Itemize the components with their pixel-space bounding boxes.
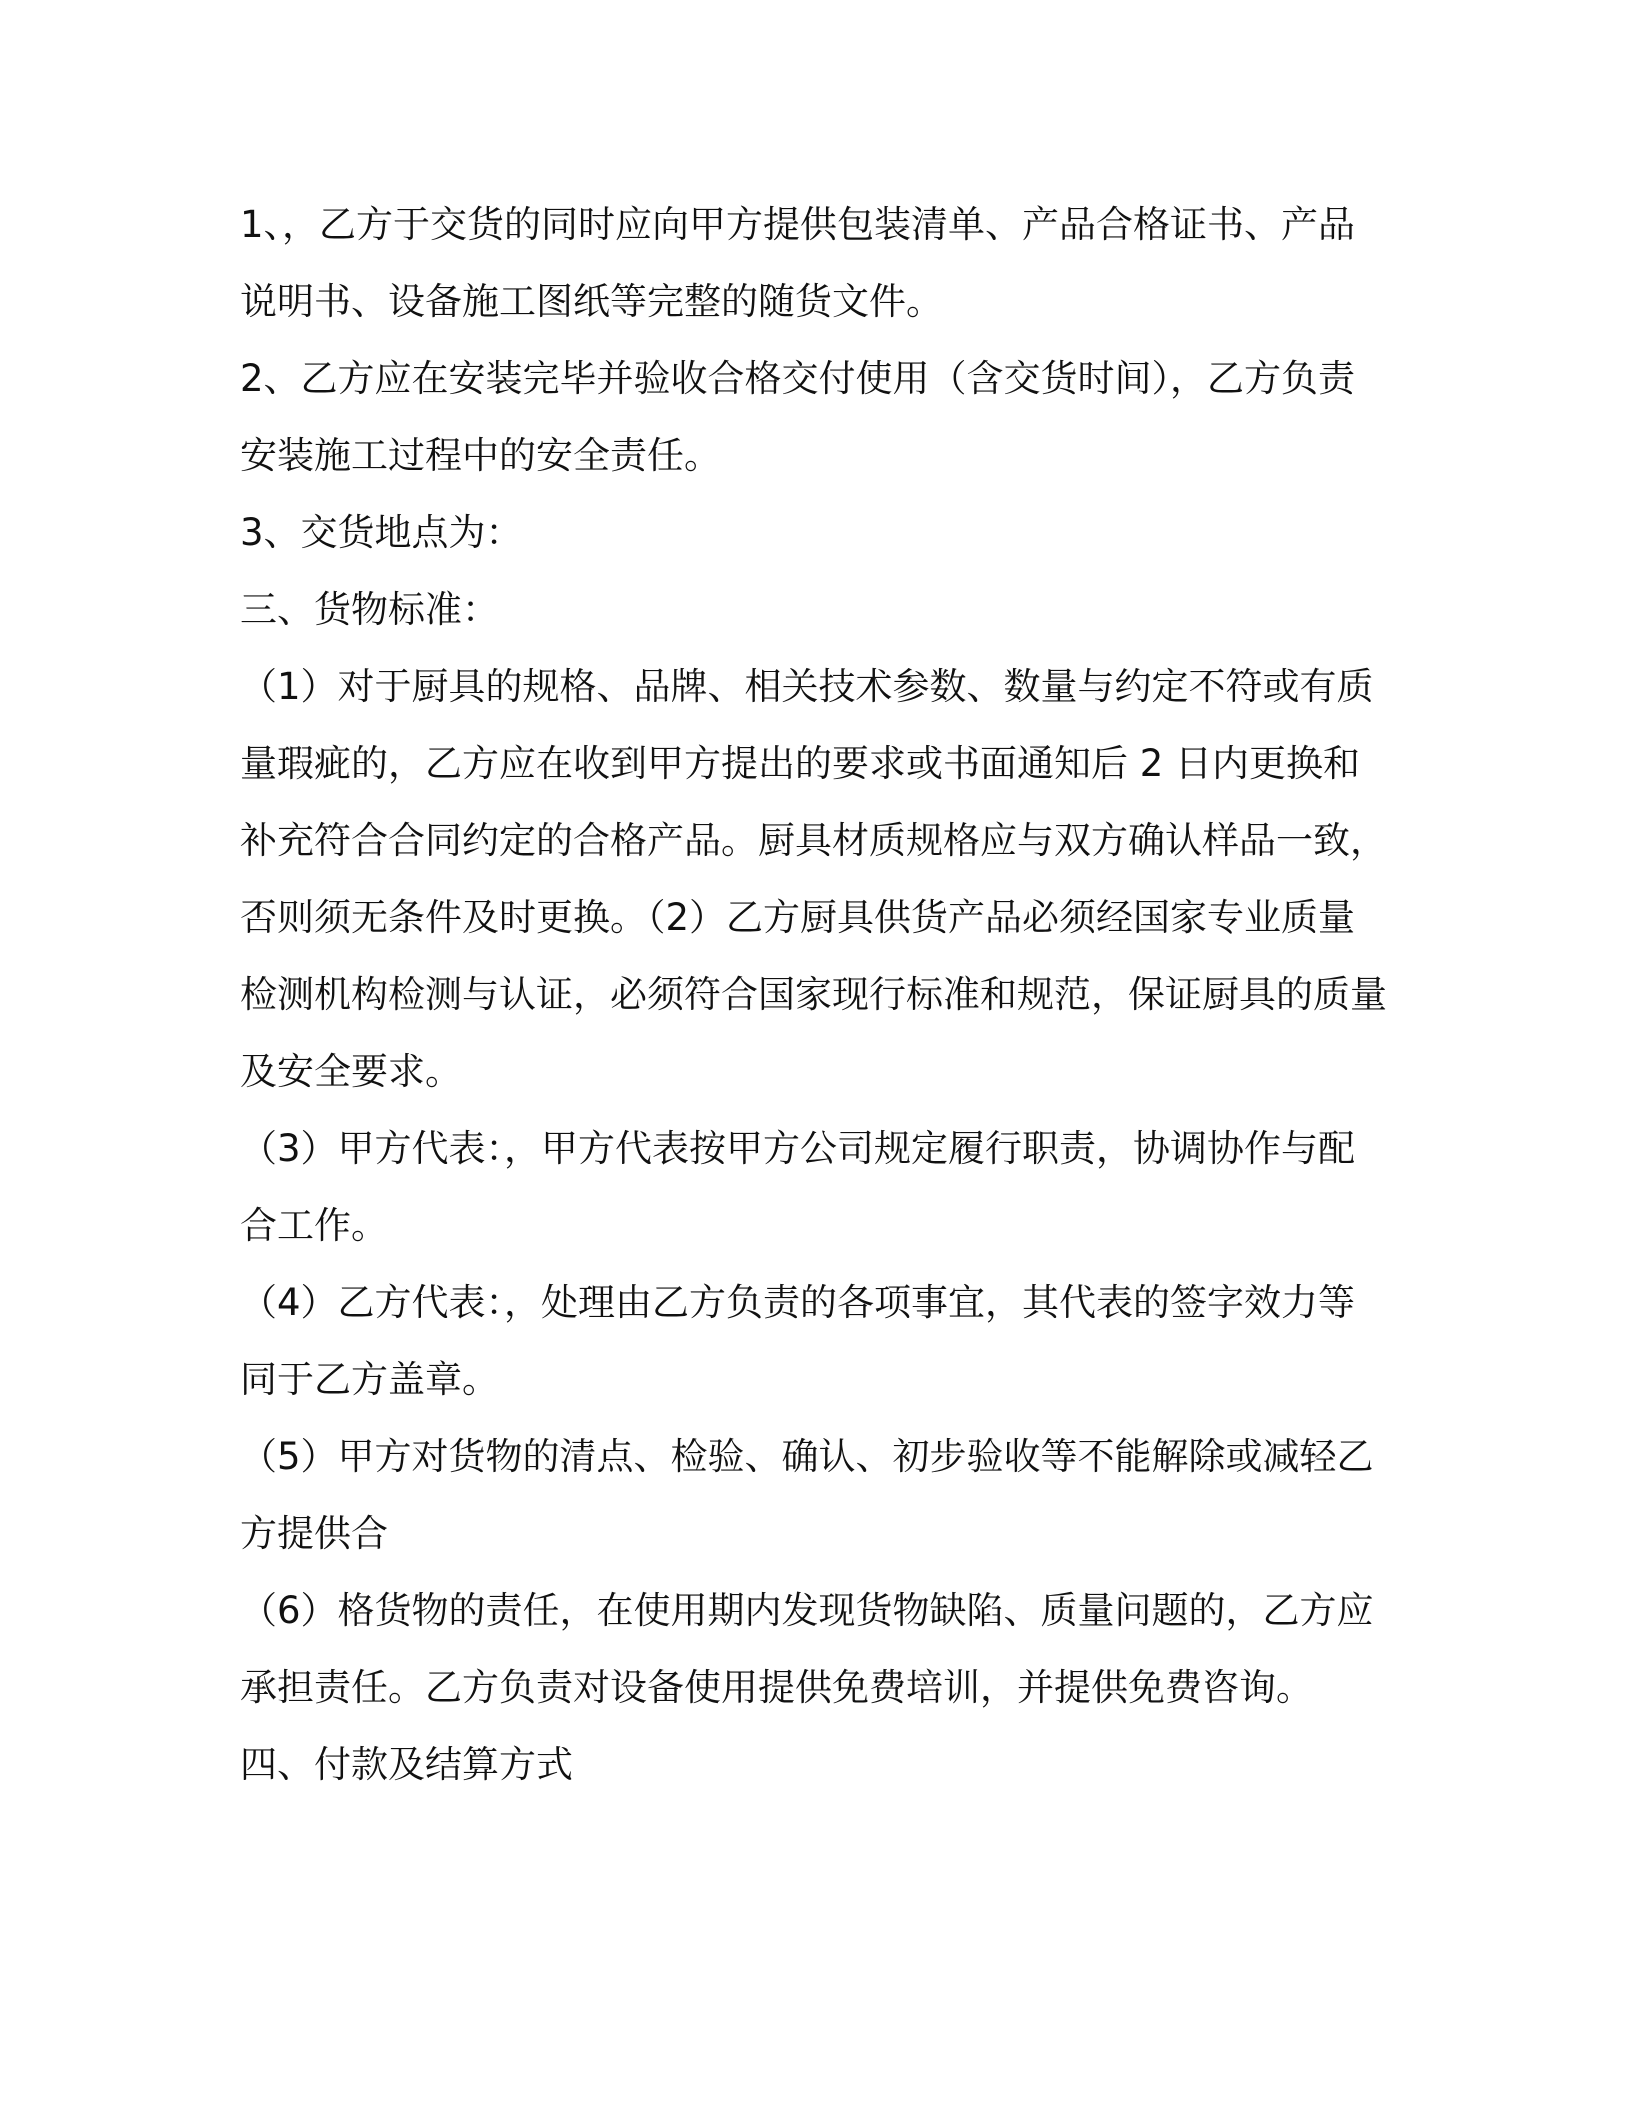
paragraph-delivery-documents: 1、，乙方于交货的同时应向甲方提供包装清单、产品合格证书、产品说明书、设备施工图纸等完整的随货文件。	[240, 203, 1356, 323]
paragraph-defect-responsibility: （6）格货物的责任，在使用期内发现货物缺陷、质量问题的，乙方应承担责任。乙方负责对设备使用提供免费培训，并提供免费咨询。	[240, 1589, 1374, 1709]
paragraph-party-a-representative: （3）甲方代表：，甲方代表按甲方公司规定履行职责，协调协作与配合工作。	[240, 1127, 1356, 1247]
paragraph-delivery-location: 3、交货地点为：	[240, 511, 523, 554]
paragraph-party-b-representative: （4）乙方代表：，处理由乙方负责的各项事宜，其代表的签字效力等同于乙方盖章。	[240, 1281, 1356, 1401]
section-heading-goods-standard: 三、货物标准：	[240, 588, 499, 631]
document-body	[240, 186, 1390, 1803]
paragraph-inspection-liability: （5）甲方对货物的清点、检验、确认、初步验收等不能解除或减轻乙方提供合	[240, 1435, 1374, 1555]
paragraph-quality-requirements: （1）对于厨具的规格、品牌、相关技术参数、数量与约定不符或有质量瑕疵的，乙方应在收到甲方提出的要求或书面通知后 2 日内更换和补充符合合同约定的合格产品。厨具材质规格应与双方确认样品一致，否则须无条件及时更换。（2）乙方厨具供货产品必须经国家专业质量检测机构检测与认证，必须符合国家现行标准和规范，保证厨具的质量及安全要求。	[240, 665, 1387, 1093]
section-heading-payment: 四、付款及结算方式	[240, 1743, 573, 1786]
paragraph-installation-safety: 2、乙方应在安装完毕并验收合格交付使用（含交货时间），乙方负责安装施工过程中的安全责任。	[240, 357, 1356, 477]
